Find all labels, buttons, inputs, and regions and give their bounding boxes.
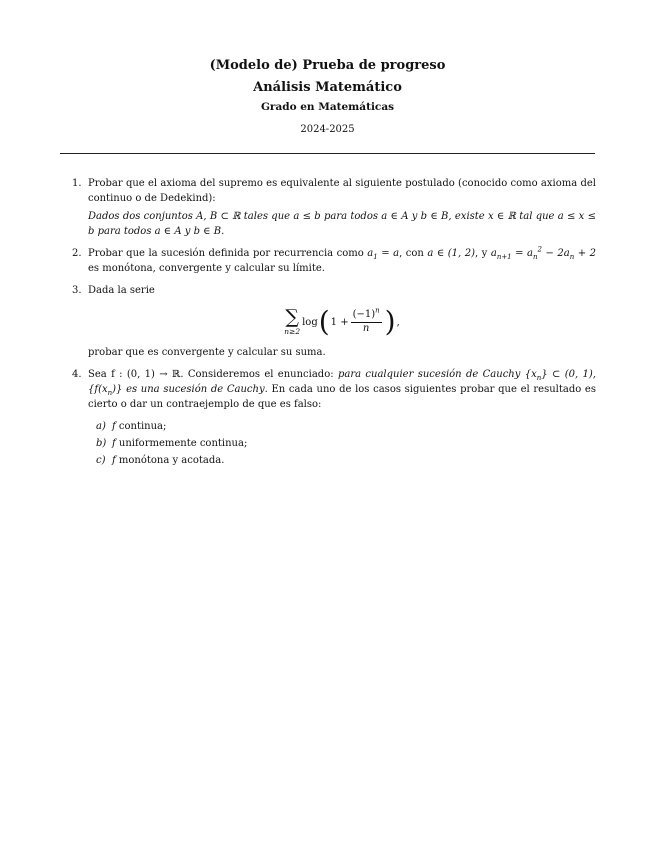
parameter-range: a ∈ (1, 2): [427, 248, 475, 259]
problem-list: [72, 176, 596, 476]
problem-number: 4.: [72, 369, 82, 380]
problem-3-outro: probar que es convergente y calcular su suma.: [88, 347, 326, 358]
fraction: $\frac{(-1)^n}{n}$: [352, 306, 380, 334]
problem-number: 3.: [72, 285, 82, 296]
problem-3: [72, 283, 596, 360]
dedekind-statement: Dados dos conjuntos A, B ⊂ ℝ tales que a ≤ b para todos a ∈ A y b ∈ B, existe x ∈ ℝ tal que a ≤ x ≤ b para todos a ∈ A y b ∈ B.: [88, 211, 596, 237]
problem-1: [72, 176, 596, 239]
case-item: a) f continua;: [96, 421, 167, 432]
problem-3-intro: Dada la serie: [88, 285, 155, 296]
log-function: log: [302, 316, 318, 328]
case-item: c) f monótona y acotada.: [96, 455, 225, 466]
cases-list: [96, 418, 596, 469]
problem-number: 2.: [72, 248, 82, 259]
problem-number: 1.: [72, 178, 82, 189]
subject-title: Análisis Matemático: [253, 80, 402, 95]
problem-4-text: Sea f : (0, 1) → ℝ. Consideremos el enunciado: para cualquier sucesión de Cauchy $\{x_n\}$ ⊂ (0, 1), $\{f(x_n)\}$ es una sucesión de Cauchy. En cada uno de los casos siguientes probar que el resultado es cierto o dar un contraejemplo de que es falso:: [88, 369, 596, 410]
academic-year: 2024-2025: [300, 124, 355, 135]
exam-title: (Modelo de) Prueba de progreso: [209, 58, 446, 73]
problem-4: [72, 367, 596, 469]
problem-2: [72, 246, 596, 276]
recurrence-initial: $a_1 = a$: [367, 248, 400, 261]
header-divider: [60, 153, 595, 154]
problem-1-text: Probar que el axioma del supremo es equivalente al siguiente postulado (conocido como axioma del continuo o de Dedekind):: [88, 178, 596, 204]
degree-title: Grado en Matemáticas: [260, 101, 395, 113]
recurrence-formula: $a_{n+1} = a_n^2 - 2a_n + 2$: [490, 245, 597, 261]
series-formula: ∑ n≥2 log ( 1 + $\frac{(-1)^n}{n}$ ) ,: [284, 305, 400, 338]
problem-2-text: Probar que la sucesión definida por recurrencia como $a_1 = a$, con a ∈ (1, 2), y $a_{n+1} = a_n^2 - 2a_n + 2$ es monótona, convergente y calcular su límite.: [88, 245, 597, 274]
case-item: b) f uniformemente continua;: [96, 438, 248, 449]
sum-symbol: ∑ n≥2: [284, 306, 301, 336]
